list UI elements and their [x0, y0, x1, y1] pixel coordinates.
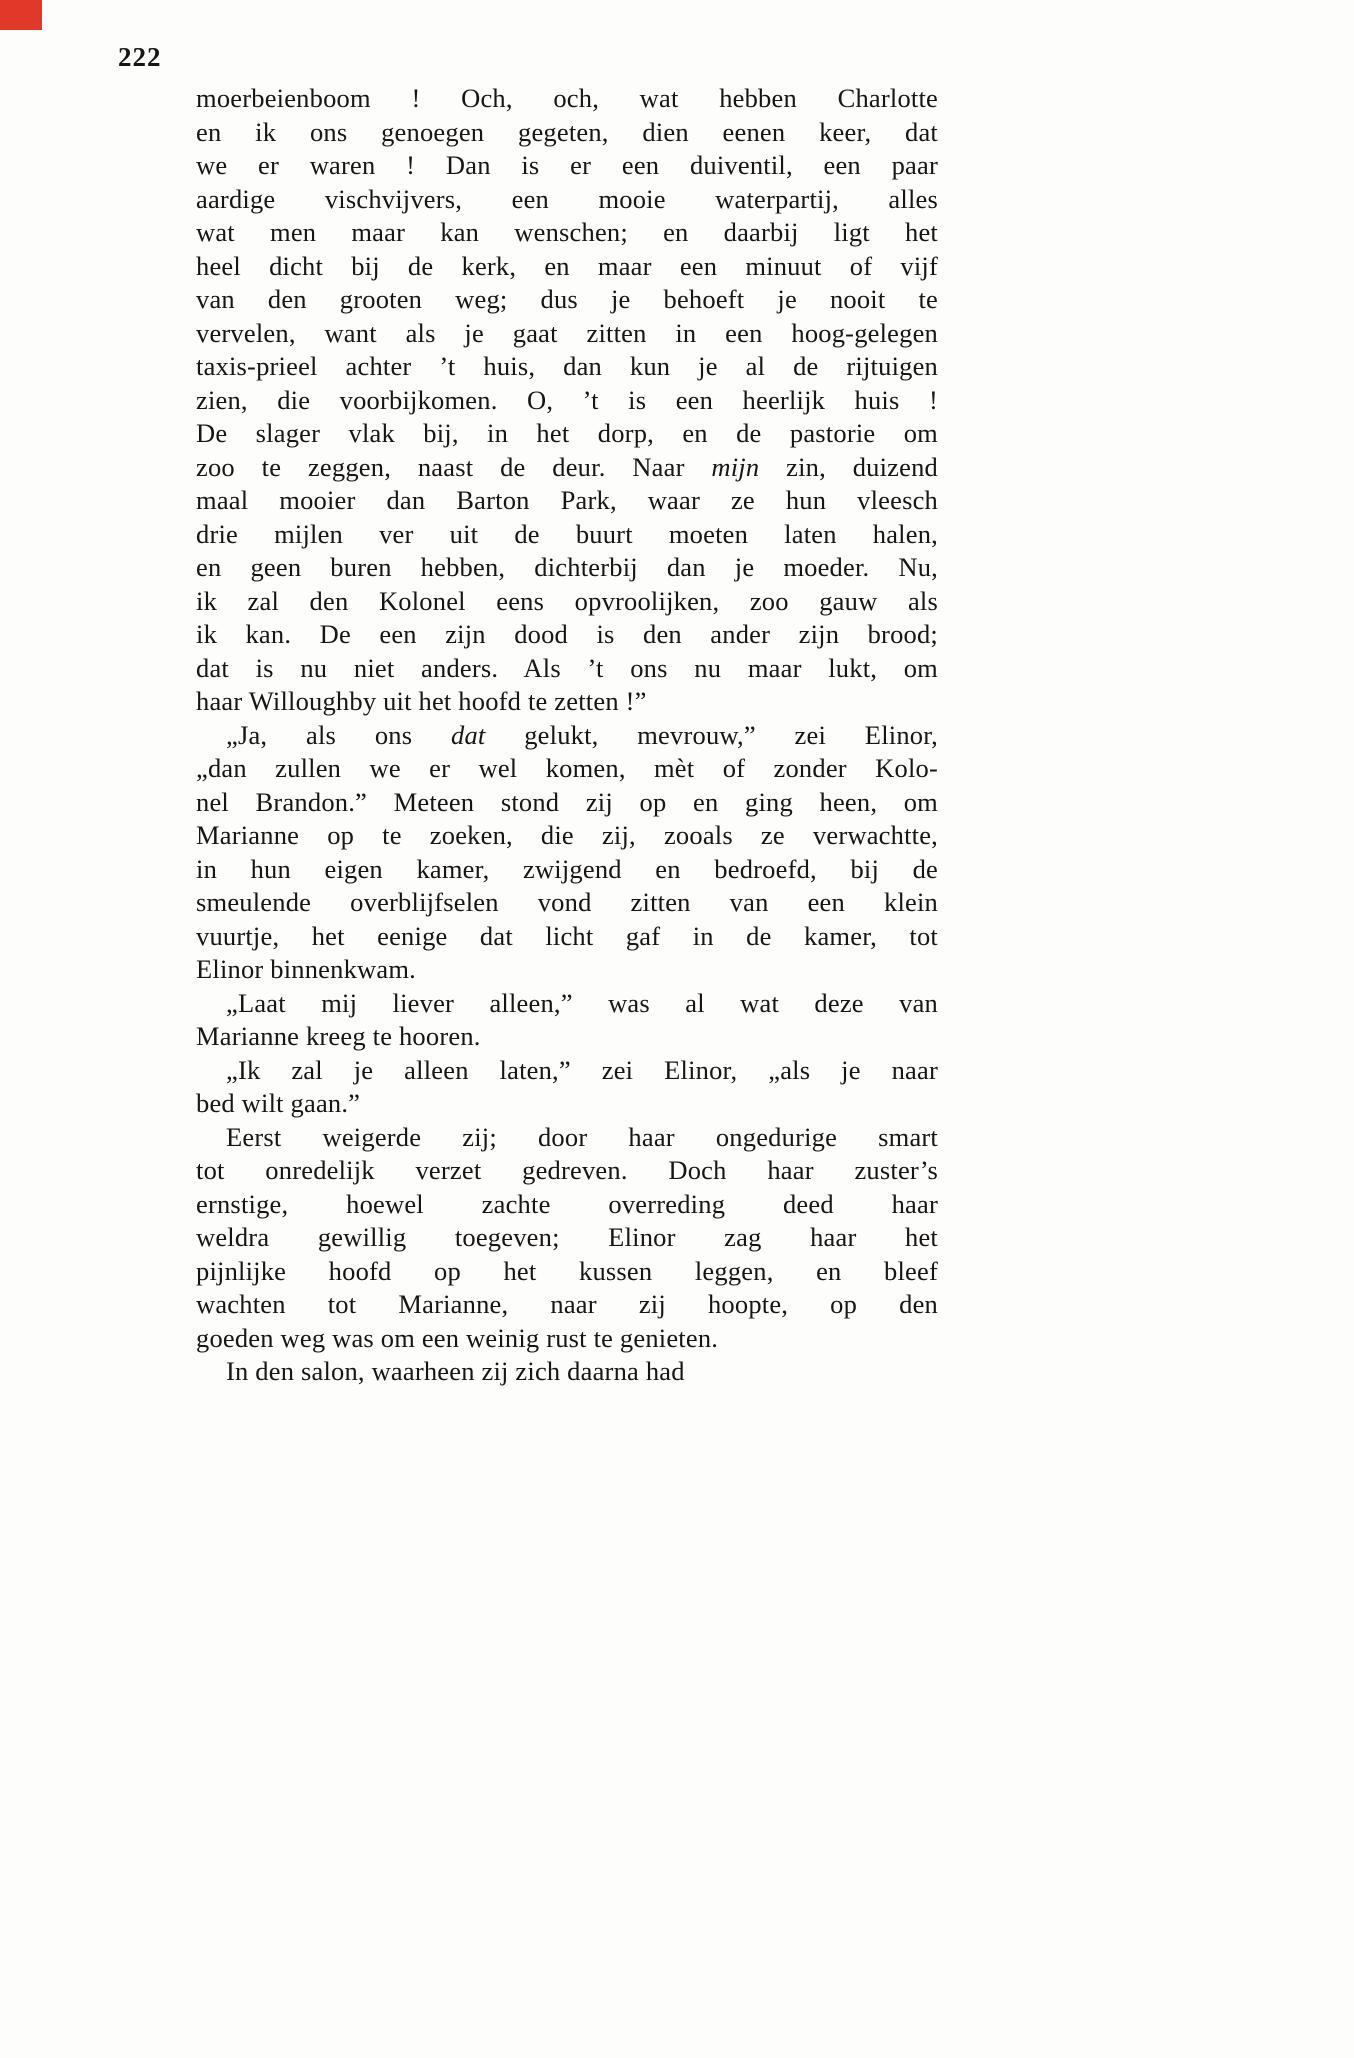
text-line: [196, 1255, 938, 1289]
text-segment: zien, die voorbijkomen. O, ’t is een heerlijk huis !: [196, 384, 938, 415]
text-line: [196, 585, 938, 619]
italic-text-segment: dat: [451, 719, 486, 750]
text-line: [196, 920, 938, 954]
text-segment: Elinor binnenkwam.: [196, 954, 416, 984]
text-segment: „Ik zal je alleen laten,” zei Elinor, „als je naar: [226, 1054, 938, 1085]
text-segment: smeulende overblijfselen vond zitten van een klein: [196, 887, 938, 917]
text-line: [196, 1188, 938, 1222]
text-line: [196, 283, 938, 317]
text-segment: Marianne kreeg te hooren.: [196, 1021, 481, 1051]
text-segment: zin, duizend: [759, 451, 938, 482]
text-line: [196, 819, 938, 853]
text-segment: aardige vischvijvers, een mooie waterpartij, alles: [196, 183, 938, 214]
text-line: [196, 149, 938, 183]
text-segment: zoo te zeggen, naast de deur. Naar: [196, 451, 712, 482]
text-line: [196, 987, 938, 1021]
text-line: [196, 618, 938, 652]
text-line: [196, 116, 938, 150]
text-segment: weldra gewillig toegeven; Elinor zag haar het: [196, 1222, 938, 1252]
text-segment: en ik ons genoegen gegeten, dien eenen keer, dat: [196, 116, 938, 147]
page-number: 222: [118, 42, 162, 72]
text-segment: In den salon, waarheen zij zich daarna had: [226, 1356, 685, 1386]
text-line: [196, 1288, 938, 1322]
text-line: [196, 384, 938, 418]
scan-artifact-red-mark: [0, 0, 42, 30]
text-line: [196, 518, 938, 552]
text-segment: gelukt, mevrouw,” zei Elinor,: [485, 719, 939, 750]
text-line: [196, 451, 938, 485]
text-line: [196, 350, 938, 384]
text-segment: ik zal den Kolonel eens opvroolijken, zoo gauw als: [196, 585, 938, 616]
text-line: [196, 484, 938, 518]
text-segment: vervelen, want als je gaat zitten in een hoog-gelegen: [196, 317, 938, 348]
text-line: [196, 1322, 938, 1356]
text-segment: en geen buren hebben, dichterbij dan je moeder. Nu,: [196, 552, 938, 582]
text-line: [196, 719, 938, 753]
text-segment: „Laat mij liever alleen,” was al wat deze van: [226, 987, 938, 1018]
italic-text-segment: mijn: [711, 451, 760, 482]
text-block: [196, 82, 938, 1389]
text-line: [196, 1054, 938, 1088]
text-segment: tot onredelijk verzet gedreven. Doch haar zuster’s: [196, 1155, 938, 1185]
text-line: [196, 417, 938, 451]
text-line: [196, 317, 938, 351]
text-line: [196, 853, 938, 887]
text-segment: heel dicht bij de kerk, en maar een minuut of vijf: [196, 250, 938, 281]
text-line: [196, 250, 938, 284]
text-segment: vuurtje, het eenige dat licht gaf in de kamer, tot: [196, 920, 938, 951]
text-segment: ernstige, hoewel zachte overreding deed haar: [196, 1188, 938, 1219]
text-segment: taxis-prieel achter ’t huis, dan kun je al de rijtuigen: [196, 351, 938, 381]
text-segment: wat men maar kan wenschen; en daarbij ligt het: [196, 217, 938, 247]
text-line: [196, 551, 938, 585]
text-segment: dat is nu niet anders. Als ’t ons nu maar lukt, om: [196, 652, 938, 683]
text-line: [196, 786, 938, 820]
text-line: [196, 752, 938, 786]
text-segment: van den grooten weg; dus je behoeft je nooit te: [196, 284, 938, 314]
text-segment: Marianne op te zoeken, die zij, zooals ze verwachtte,: [196, 820, 938, 850]
text-line: [196, 183, 938, 217]
text-segment: we er waren ! Dan is er een duiventil, een paar: [196, 150, 938, 180]
text-line: [196, 1087, 938, 1121]
text-line: [196, 953, 938, 987]
text-line: [196, 82, 938, 116]
text-line: [196, 1020, 938, 1054]
text-segment: wachten tot Marianne, naar zij hoopte, op den: [196, 1289, 938, 1319]
text-segment: „dan zullen we er wel komen, mèt of zonder Kolo-: [196, 753, 938, 783]
text-line: [196, 216, 938, 250]
text-segment: ik kan. De een zijn dood is den ander zijn brood;: [196, 619, 938, 649]
text-segment: drie mijlen ver uit de buurt moeten laten halen,: [196, 518, 938, 549]
text-segment: De slager vlak bij, in het dorp, en de pastorie om: [196, 418, 938, 448]
text-segment: haar Willoughby uit het hoofd te zetten !”: [196, 686, 647, 716]
text-line: [196, 886, 938, 920]
text-segment: „Ja, als ons: [226, 719, 451, 750]
text-line: [196, 685, 938, 719]
text-line: [196, 1154, 938, 1188]
text-segment: moerbeienboom ! Och, och, wat hebben Charlotte: [196, 83, 938, 113]
text-line: [196, 1355, 938, 1389]
text-line: [196, 652, 938, 686]
text-segment: goeden weg was om een weinig rust te genieten.: [196, 1322, 719, 1353]
text-segment: maal mooier dan Barton Park, waar ze hun vleesch: [196, 485, 938, 515]
text-segment: pijnlijke hoofd op het kussen leggen, en bleef: [196, 1255, 938, 1286]
text-segment: in hun eigen kamer, zwijgend en bedroefd, bij de: [196, 853, 938, 884]
text-segment: nel Brandon.” Meteen stond zij op en ging heen, om: [196, 786, 938, 817]
text-segment: Eerst weigerde zij; door haar ongedurige smart: [226, 1121, 938, 1152]
text-line: [196, 1121, 938, 1155]
text-line: [196, 1221, 938, 1255]
text-segment: bed wilt gaan.”: [196, 1088, 361, 1118]
